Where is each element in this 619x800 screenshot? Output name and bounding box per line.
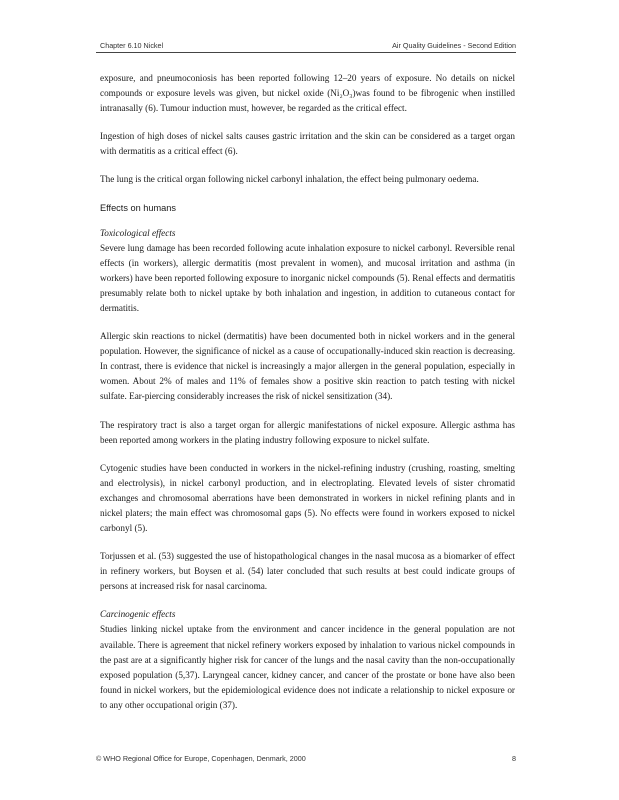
paragraph-carcinogenic: Studies linking nickel uptake from the environment and cancer incidence in the general population are not available. There is agreement that nickel refinery workers exposed by inhalation to various nickel compounds in the past are at a significantly higher risk for cancer of the lungs and the nasal cavity than the non-occupationally exposed population (5,37). Laryngeal cancer, kidney cancer, and cancer of the prostate or bone have also been found in nickel workers, but the epidemiological evidence does not indicate a relationship to nickel exposure or to any other occupational origin (37). (100, 624, 515, 710)
footer-copyright: © WHO Regional Office for Europe, Copenhagen, Denmark, 2000 (96, 754, 306, 763)
paragraph-allergic-skin: Allergic skin reactions to nickel (dermatitis) have been documented both in nickel workers and in the general population. However, the significance of nickel as a cause of occupationally-induced skin reaction is decreasing. In contrast, there is evidence that nickel is increasingly a major allergen in the general population, especially in women. About 2% of males and 11% of females show a positive skin reaction to patch testing with nickel sulfate. Ear-piercing considerably increases the risk of nickel sensitization (34). (100, 331, 515, 402)
page-body (100, 71, 515, 726)
subheading-carcinogenic-effects: Carcinogenic effects (100, 609, 176, 620)
paragraph-pneumoconiosis: exposure, and pneumoconiosis has been reported following 12–20 years of exposure. No details on nickel compounds or exposure levels was given, but nickel oxide (Ni₂O₃)was found to be fibrogenic when instilled intranasally (6). Tumour induction must, however, be regarded as the critical effect. (100, 73, 515, 114)
header-title: Air Quality Guidelines - Second Edition (392, 41, 516, 50)
paragraph-torjussen: Torjussen et al. (53) suggested the use of histopathological changes in the nasal mucosa as a biomarker of effect in refinery workers, but Boysen et al. (54) later concluded that such results at best could indicate groups of persons at increased risk for nasal carcinoma. (100, 551, 515, 592)
paragraph-respiratory: The respiratory tract is also a target organ for allergic manifestations of nickel exposure. Allergic asthma has been reported among workers in the plating industry following exposure to nickel sulfate. (100, 419, 515, 445)
page-header (96, 38, 516, 54)
page-footer (96, 754, 516, 763)
paragraph-cytogenic: Cytogenic studies have been conducted in workers in the nickel-refining industry (crushing, roasting, smelting and electrolysis), in nickel carbonyl production, and in electroplating. Elevated levels of sister chromatid exchanges and chromosomal aberrations have been demonstrated in workers in nickel refining plants and in nickel platers; the main effect was chromosomal gaps (5). No effects were found in workers exposed to nickel carbonyl (5). (100, 462, 515, 534)
page-number: 8 (512, 754, 516, 763)
header-chapter: Chapter 6.10 Nickel (100, 41, 164, 50)
section-heading-effects-on-humans: Effects on humans (100, 202, 176, 213)
paragraph-lung-damage: Severe lung damage has been recorded following acute inhalation exposure to nickel carbonyl. Reversible renal effects (in workers), allergic dermatitis (most prevalent in women), and mucosal irritation and asthma (in workers) have been reported following exposure to inorganic nickel compounds (5). Renal effects and dermatitis presumably relate both to nickel uptake by both inhalation and ingestion, in addition to cutaneous contact for dermatitis. (100, 242, 515, 313)
paragraph-ingestion: Ingestion of high doses of nickel salts causes gastric irritation and the skin can be considered as a target organ with dermatitis as a critical effect (6). (100, 131, 515, 157)
paragraph-lung-critical: The lung is the critical organ following nickel carbonyl inhalation, the effect being pulmonary oedema. (100, 174, 479, 185)
header-rule (96, 52, 516, 53)
subheading-toxicological-effects: Toxicological effects (100, 227, 176, 238)
